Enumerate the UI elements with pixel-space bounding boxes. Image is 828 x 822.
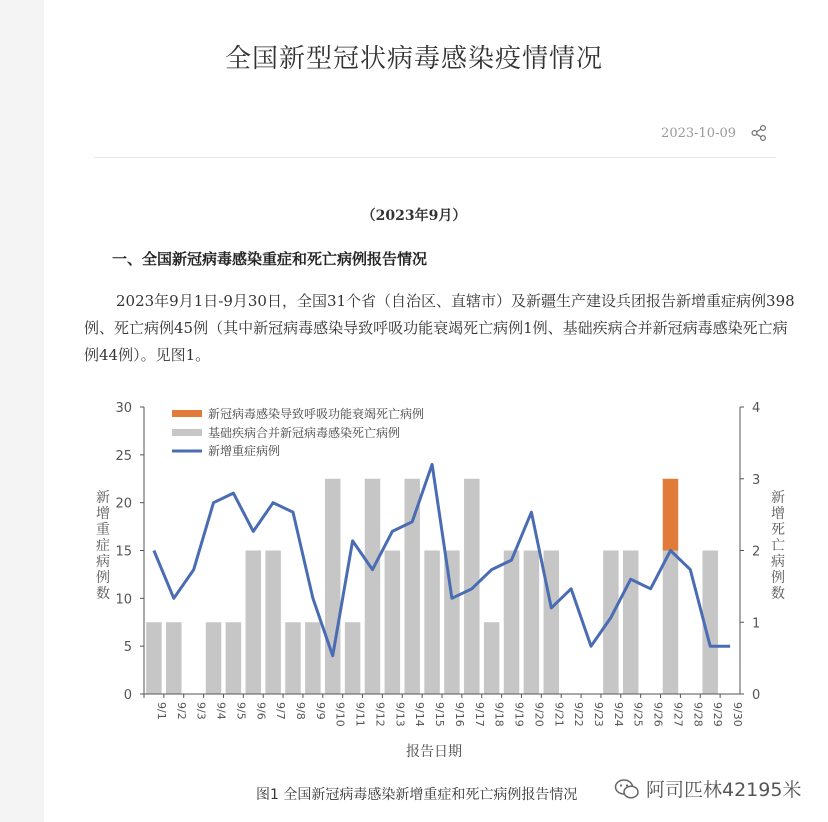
legend-label-severe: 新增重症病例 <box>208 444 281 458</box>
x-tick-label: 9/10 <box>333 702 347 727</box>
death-bar-comorbidity-21 <box>544 551 559 695</box>
y-left-tick-label: 20 <box>115 496 132 512</box>
y-left-axis-title: 新增重症病例数 <box>96 490 110 602</box>
x-tick-label: 9/15 <box>433 702 447 727</box>
x-tick-label: 9/17 <box>472 702 486 727</box>
y-left-tick-label: 15 <box>115 544 132 560</box>
legend-swatch-comorbidity <box>172 429 202 436</box>
x-tick-label: 9/13 <box>393 702 407 727</box>
y-left-tick-label: 5 <box>123 640 132 656</box>
y-right-axis-title: 新增死亡病例数 <box>771 490 785 602</box>
x-tick-label: 9/26 <box>651 702 665 727</box>
article-meta <box>661 124 768 142</box>
death-bar-comorbidity-27 <box>663 551 678 695</box>
section-heading: 一、全国新冠病毒感染重症和死亡病例报告情况 <box>112 250 428 268</box>
y-left-tick-label: 10 <box>115 592 132 608</box>
y-right-tick-label: 3 <box>752 472 761 488</box>
death-bar-comorbidity-12 <box>365 479 380 694</box>
x-tick-label: 9/2 <box>174 702 188 720</box>
x-tick-label: 9/24 <box>611 702 625 727</box>
x-tick-label: 9/20 <box>532 702 546 727</box>
header-divider <box>94 157 776 158</box>
death-bar-comorbidity-20 <box>524 551 539 695</box>
x-tick-label: 9/25 <box>631 702 645 727</box>
x-tick-label: 9/12 <box>373 702 387 727</box>
y-left-tick-label: 0 <box>123 688 132 703</box>
x-tick-label: 9/8 <box>294 702 307 720</box>
death-bar-comorbidity-25 <box>623 551 638 695</box>
x-tick-label: 9/3 <box>194 702 208 720</box>
death-bar-comorbidity-17 <box>464 479 479 694</box>
share-icon[interactable] <box>750 124 768 142</box>
death-bar-comorbidity-24 <box>603 551 618 695</box>
x-tick-label: 9/29 <box>711 702 725 727</box>
death-bar-comorbidity-10 <box>325 479 340 694</box>
death-bar-comorbidity-2 <box>166 622 181 694</box>
death-bar-comorbidity-14 <box>404 479 419 694</box>
x-tick-label: 9/7 <box>274 702 288 720</box>
y-left-tick-label: 25 <box>115 448 132 464</box>
x-tick-label: 9/1 <box>154 702 168 720</box>
x-tick-label: 9/27 <box>671 702 685 727</box>
y-right-tick-label: 0 <box>752 688 761 703</box>
watermark-text: 阿司匹林42195米 <box>646 779 802 801</box>
y-right-tick-label: 4 <box>752 401 761 416</box>
x-tick-label: 9/11 <box>353 702 367 727</box>
x-tick-label: 9/16 <box>452 702 466 727</box>
publish-date: 2023-10-09 <box>661 125 736 141</box>
death-bar-comorbidity-9 <box>305 622 320 694</box>
report-period: （2023年9月） <box>361 208 467 224</box>
figure-caption: 图1 全国新冠病毒感染新增重症和死亡病例报告情况 <box>256 787 578 803</box>
x-tick-label: 9/4 <box>214 702 228 720</box>
x-tick-label: 9/6 <box>254 702 268 720</box>
legend-label-comorbidity: 基础疾病合并新冠病毒感染死亡病例 <box>208 426 401 440</box>
cases-deaths-chart <box>0 390 828 770</box>
death-bar-comorbidity-8 <box>285 622 300 694</box>
death-bar-comorbidity-18 <box>484 622 499 694</box>
death-bar-comorbidity-4 <box>206 622 221 694</box>
death-bar-comorbidity-7 <box>265 551 280 695</box>
death-bar-comorbidity-13 <box>385 551 400 695</box>
death-bar-comorbidity-1 <box>146 622 161 694</box>
y-left-tick-label: 30 <box>115 401 132 416</box>
x-tick-label: 9/28 <box>691 702 705 727</box>
death-bar-comorbidity-19 <box>504 551 519 695</box>
death-bar-comorbidity-6 <box>246 551 261 695</box>
x-axis-title: 报告日期 <box>406 744 462 760</box>
wechat-icon <box>614 777 640 801</box>
death-bar-comorbidity-5 <box>226 622 241 694</box>
y-right-tick-label: 1 <box>752 616 761 632</box>
watermark <box>614 775 801 802</box>
x-tick-label: 9/5 <box>234 702 248 720</box>
body-paragraph: 2023年9月1日-9月30日，全国31个省（自治区、直辖市）及新疆生产建设兵团报告新增重症病例398例、死亡病例45例（其中新冠病毒感染导致呼吸功能衰竭死亡病例1例、基础疾病合并新冠病毒感染死亡病例44例）。见图1。 <box>84 292 795 364</box>
legend-swatch-respiratory <box>172 410 202 417</box>
x-tick-label: 9/22 <box>572 702 586 727</box>
x-tick-label: 9/23 <box>592 702 605 727</box>
article-title: 全国新型冠状病毒感染疫情情况 <box>224 44 603 74</box>
y-right-tick-label: 2 <box>752 544 761 560</box>
death-bar-comorbidity-11 <box>345 622 360 694</box>
death-bar-comorbidity-15 <box>424 551 439 695</box>
x-tick-label: 9/14 <box>413 702 427 727</box>
death-bar-respiratory-27 <box>663 479 678 551</box>
x-tick-label: 9/9 <box>313 702 327 720</box>
x-tick-label: 9/30 <box>731 702 745 727</box>
x-tick-label: 9/18 <box>492 702 506 727</box>
x-tick-label: 9/21 <box>552 702 566 727</box>
x-tick-label: 9/19 <box>512 702 526 727</box>
legend-label-respiratory: 新冠病毒感染导致呼吸功能衰竭死亡病例 <box>208 407 425 421</box>
